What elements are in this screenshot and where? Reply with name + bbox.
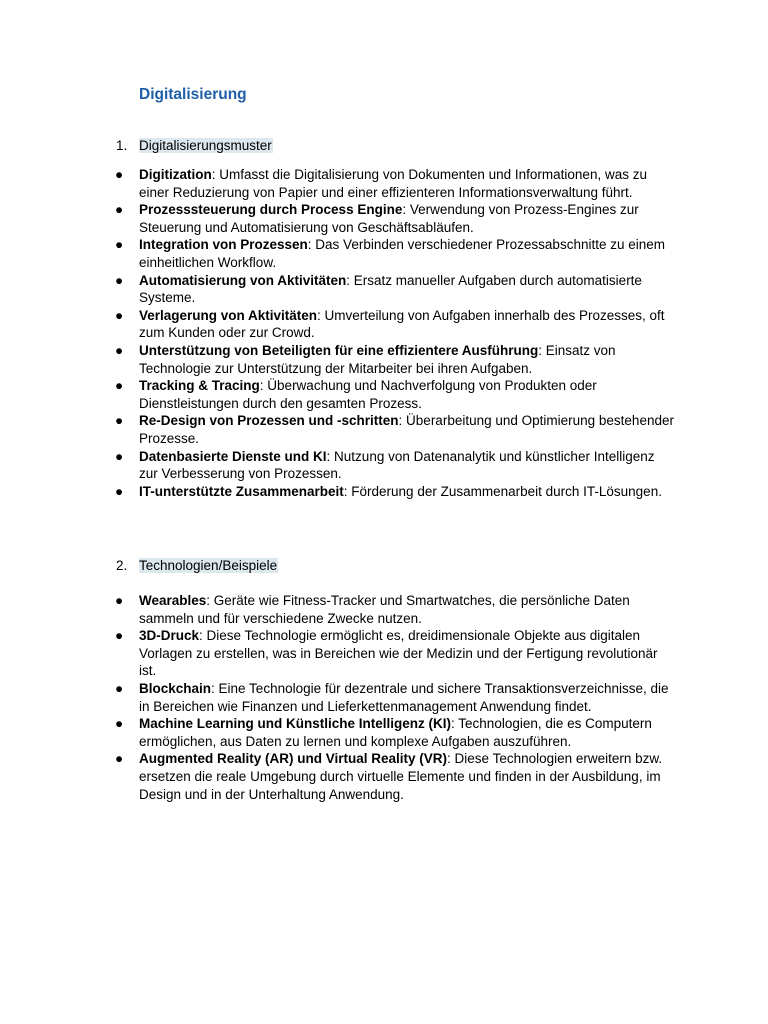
bullet-icon: ● [115,272,124,288]
item-text: : Überwachung und Nachverfolgung von Produkten oder Dienstleistungen durch den gesamten Prozess. [139,378,597,411]
bullet-icon: ● [115,680,124,696]
section-heading-text: Digitalisierungsmuster [139,138,272,153]
bullet-icon: ● [115,237,124,253]
bullet-icon: ● [115,202,124,218]
list-item [115,750,675,803]
item-term: 3D-Druck [139,628,200,644]
item-text: : Geräte wie Fitness-Tracker und Smartwatches, die persönliche Daten sammeln und für verschiedene Zwecke nutzen. [139,593,630,626]
item-text: : Umfasst die Digitalisierung von Dokumenten und Informationen, was zu einer Reduzierung von Papier und einer effizienteren Informationsverwaltung führt. [139,167,647,200]
section-number: 1. [116,138,128,153]
item-term: Machine Learning und Künstliche Intelligenz (KI) [139,716,452,732]
list-item [115,236,675,271]
bullet-icon: ● [115,593,124,608]
bullet-icon: ● [115,751,124,767]
item-term: Datenbasierte Dienste und KI [139,448,327,464]
list-item [115,377,675,412]
item-text: : Diese Technologien erweitern bzw. ersetzen die reale Umgebung durch virtuelle Elemente und finden in der Ausbildung, im Design und in der Unterhaltung Anwendung. [139,751,663,802]
item-text: : Das Verbinden verschiedener Prozessabschnitte zu einem einheitlichen Workflow. [139,237,665,270]
item-term: Automatisierung von Aktivitäten [139,272,347,288]
section-number: 2. [116,558,128,573]
item-text: : Eine Technologie für dezentrale und sichere Transaktionsverzeichnisse, die in Bereichen wie Finanzen und Lieferkettenmanagement Anwendung findet. [139,680,669,714]
bullet-icon: ● [115,378,124,394]
bullet-icon: ● [115,483,124,499]
list-item [115,592,675,627]
item-term: Prozesssteuerung durch Process Engine [139,202,403,218]
item-term: Digitization [139,167,212,182]
item-text: : Ersatz manueller Aufgaben durch automatisierte Systeme. [139,272,642,306]
document-title: Digitalisierung [139,86,247,103]
bullet-icon: ● [115,448,124,464]
item-term: Unterstützung von Beteiligten für eine effizientere Ausführung [139,342,539,358]
bullet-icon: ● [115,307,124,323]
list-item [115,715,675,750]
section-heading-digitalisierungsmuster [116,137,273,154]
item-term: Wearables [139,593,207,608]
bullet-icon: ● [115,628,124,644]
list-item [115,627,675,680]
item-term: Augmented Reality (AR) und Virtual Reality (VR) [139,751,448,767]
list-item [115,307,675,342]
bullet-icon: ● [115,413,124,429]
item-term: Re-Design von Prozessen und -schritten [139,413,399,429]
item-term: Blockchain [139,680,212,696]
list-item [115,342,675,377]
section-heading-technologien [116,557,278,574]
item-text: : Förderung der Zusammenarbeit durch IT-Lösungen. [343,483,662,499]
list-item [115,448,675,483]
list-item [115,483,675,501]
list-item [115,201,675,236]
item-text: : Nutzung von Datenanalytik und künstlicher Intelligenz zur Verbesserung von Prozessen. [139,448,655,482]
item-term: Integration von Prozessen [139,237,308,253]
list-item [115,166,675,201]
list-item [115,680,675,715]
item-text: : Umverteilung von Aufgaben innerhalb des Prozesses, oft zum Kunden oder zur Crowd. [139,307,665,341]
bullet-icon: ● [115,167,124,182]
item-text: : Überarbeitung und Optimierung bestehender Prozesse. [139,413,674,446]
section-heading-text: Technologien/Beispiele [139,558,278,573]
item-text: : Technologien, die es Computern ermöglichen, aus Daten zu lernen und komplexe Aufgaben auszuführen. [139,716,652,749]
item-text: : Verwendung von Prozess-Engines zur Steuerung und Automatisierung von Geschäftsabläufen. [139,202,639,235]
list-item [115,412,675,447]
item-term: Verlagerung von Aktivitäten [139,307,318,323]
item-text: : Einsatz von Technologie zur Unterstützung der Mitarbeiter bei ihren Aufgaben. [139,342,616,376]
bullet-list-technologien [115,592,675,803]
bullet-list-digitalisierungsmuster [115,166,675,500]
item-term: Tracking & Tracing [139,378,260,394]
bullet-icon: ● [115,342,124,358]
item-term: IT-unterstützte Zusammenarbeit [139,483,344,499]
bullet-icon: ● [115,716,124,732]
list-item [115,272,675,307]
item-text: : Diese Technologie ermöglicht es, dreidimensionale Objekte aus digitalen Vorlagen zu erstellen, was in Bereichen wie der Medizin und der Fertigung revolutionär ist. [139,628,658,679]
